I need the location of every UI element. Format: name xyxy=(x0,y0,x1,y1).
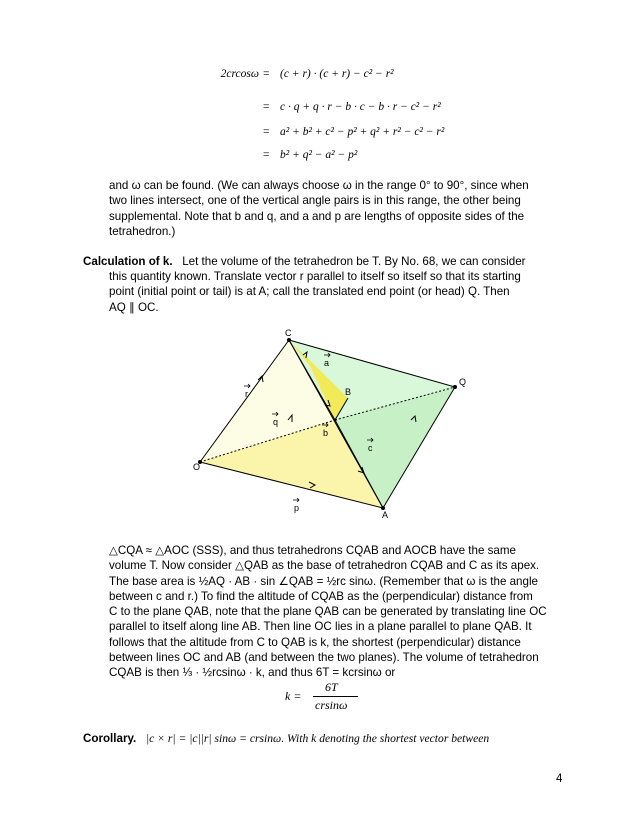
label-A: A xyxy=(382,510,389,520)
equation-rhs: b² + q² − a² − p² xyxy=(280,149,358,161)
text-line: point (initial point or tail) is at A; call the translated end point (or head) Q. Then xyxy=(109,285,510,299)
document-page: 2crcosω = (c + r) · (c + r) − c² − r² = c · q + q · r − b · c − b · r − c² − r² = a² + b² + c² − p² + q² + r² − c² − r² = b² + q² − a² − p² and ω can be found. (We can always choose ω in the range 0° to 90°, since when two lines intersect, one of the vertical angle pairs is in this range, the other being supplemental. Note that b and q, and a and p are lengths of opposite sides of the tetrahedron.) Calculation of k. Let the volume of the tetrahedron be T. By No. 68, we can consider this quantity known. Translate vector r parallel to itself so itself so that its starting point (initial point or tail) is at A; call the translated end point (or head) Q. Then AQ ∥ OC. C B Q O A a r q b c p △CQA ≈ △AOC (SSS), and thus tetrahedrons CQAB and AOCB have the same volume T. Now consider △QAB as the base of tetrahedron CQAB and C as its apex. The base area is ½AQ · AB · sin ∠QAB = ½rc sinω. (Remember that ω is the angle between c and r.) To find the altitude of CQAB as the (perpendicular) distance from C to the plane QAB, note that the plane QAB can be generated by translating line OC parallel to itself along line AB. Then line OC lies in a plane parallel to plane QAB. It follows that the altitude from C to QAB is k, the shortest (perpendicular) distance between lines OC and AB (and between the two planes). The volume of tetrahedron CQAB is then ⅓ · ½rcsinω · k, and thus 6T = kcrsinω or k = 6T crsinω Corollary. |c × r| = |c||r| sinω = crsinω. With k denoting the shortest vector between 4 xyxy=(0,0,638,826)
k-formula-lhs: k = xyxy=(285,689,302,703)
equation-rhs: c · q + q · r − b · c − b · r − c² − r² xyxy=(280,101,441,113)
label-Q: Q xyxy=(459,377,467,387)
text-line: △CQA ≈ △AOC (SSS), and thus tetrahedrons CQAB and AOCB have the same xyxy=(109,544,516,557)
text-line: two lines intersect, one of the vertical angle pairs is in this range, the other being xyxy=(109,194,521,208)
point-B xyxy=(334,419,337,422)
label-B: B xyxy=(345,387,352,397)
text-line: Let the volume of the tetrahedron be T. By No. 68, we can consider xyxy=(182,255,526,268)
text-line: between lines OC and AB (and between the two planes). The volume of tetrahedron xyxy=(109,651,539,665)
text-line: volume T. Now consider △QAB as the base of tetrahedron CQAB and C as its apex. xyxy=(109,559,540,573)
equation-rel: = xyxy=(263,149,270,161)
text-line: tetrahedron.) xyxy=(109,224,176,238)
k-formula-numerator: 6T xyxy=(325,680,338,694)
equation-rel: = xyxy=(263,101,270,113)
text-line: between c and r.) To find the altitude of CQAB as the (perpendicular) distance from xyxy=(109,589,533,603)
equation-rhs: (c + r) · (c + r) − c² − r² xyxy=(280,68,394,80)
equation-rel: = xyxy=(263,68,270,80)
corollary xyxy=(83,731,489,746)
text-line: CQAB is then ⅓ · ½rcsinω · k, and thus 6T = kcrsinω or xyxy=(109,666,396,680)
k-formula-denominator: crsinω xyxy=(315,698,348,712)
corollary-text: |c × r| = |c||r| sinω = crsinω. With k denoting the shortest vector between xyxy=(145,732,490,745)
text-line: this quantity known. Translate vector r parallel to itself so itself so that its starting xyxy=(109,270,521,283)
label-C: C xyxy=(285,328,292,338)
text-line: supplemental. Note that b and q, and a and p are lengths of opposite sides of the xyxy=(109,209,525,223)
text-line: AQ ∥ OC. xyxy=(109,300,159,314)
vector-label-p: p xyxy=(294,503,300,513)
fraction-bar xyxy=(313,696,358,697)
vector-label-q: q xyxy=(273,417,279,427)
vector-label-b: b xyxy=(323,428,329,438)
text-line: C to the plane QAB, note that the plane QAB can be generated by translating line OC xyxy=(109,605,547,619)
equation-rhs: a² + b² + c² − p² + q² + r² − c² − r² xyxy=(280,126,445,138)
vector-label-a: a xyxy=(324,358,330,368)
paragraph-altitude xyxy=(109,543,547,681)
arrow-over-p-icon xyxy=(293,498,299,502)
equation-rel: = xyxy=(263,126,270,138)
vector-label-c: c xyxy=(368,443,373,453)
point-C xyxy=(287,338,291,342)
label-O: O xyxy=(193,462,201,472)
point-Q xyxy=(453,385,457,389)
text-line: The base area is ½AQ · AB · sin ∠QAB = ½rc sinω. (Remember that ω is the angle xyxy=(109,574,538,588)
arrow-over-r-icon xyxy=(244,384,250,388)
corollary-heading: Corollary. xyxy=(83,732,137,745)
text-line: follows that the altitude from C to QAB is k, the shortest (perpendicular) distance xyxy=(109,635,521,649)
text-line: and ω can be found. (We can always choose ω in the range 0° to 90°, since when xyxy=(109,179,529,192)
text-line: parallel to itself along line AB. Then line OC lies in a plane parallel to plane QAB. It xyxy=(109,620,532,634)
page-number: 4 xyxy=(556,773,563,785)
vector-label-r: r xyxy=(245,389,248,399)
section-heading: Calculation of k. xyxy=(83,255,173,268)
